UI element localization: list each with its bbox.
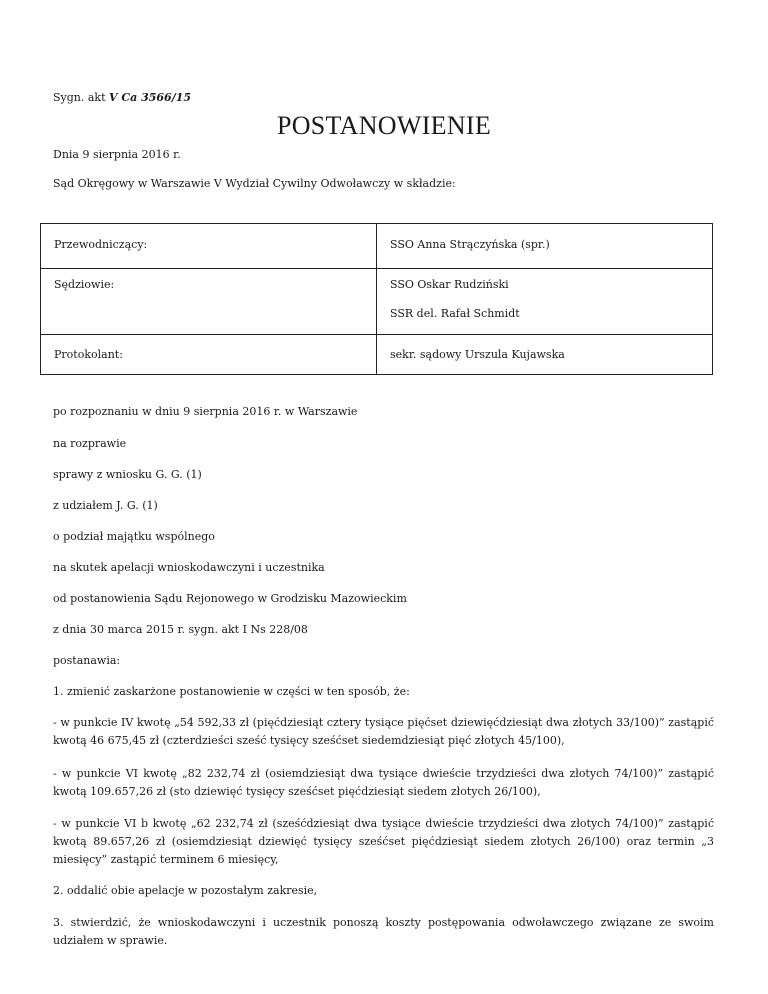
court-composition-intro: Sąd Okręgowy w Warszawie V Wydział Cywilny Odwoławczy w składzie:: [53, 177, 456, 190]
intro-line: od postanowienia Sądu Rejonowego w Grodzisku Mazowieckim: [53, 592, 407, 605]
chair-label: Przewodniczący:: [54, 238, 148, 251]
intro-line: na skutek apelacji wnioskodawczyni i uczestnika: [53, 561, 325, 574]
intro-line: na rozprawie: [53, 437, 127, 450]
table-row-divider: [40, 334, 713, 335]
judge-name: SSO Oskar Rudziński: [390, 278, 509, 291]
clerk-label: Protokolant:: [54, 348, 123, 361]
case-signature-prefix: Sygn. akt: [53, 91, 110, 104]
table-column-divider: [376, 223, 377, 375]
intro-line: o podział majątku wspólnego: [53, 530, 215, 543]
document-title: POSTANOWIENIE: [276, 111, 492, 140]
judge-name: SSR del. Rafał Schmidt: [390, 307, 520, 320]
intro-line: z dnia 30 marca 2015 r. sygn. akt I Ns 228/08: [53, 623, 308, 636]
case-signature-number: V Ca 3566/15: [109, 91, 192, 104]
ruling-subpoint: - w punkcie VI kwotę „82 232,74 zł (osiemdziesiąt dwa tysiące dwieście trzydzieści dwa złotych 74/100)” zastąpić kwotą 109.657,26 zł (sto dziewięć tysięcy sześćset pięćdziesiąt siedem złotych 26/100),: [53, 767, 714, 798]
ruling-subpoint: - w punkcie IV kwotę „54 592,33 zł (pięćdziesiąt cztery tysiące pięćset dziewięćdziesiąt dwa złotych 33/100)” zastąpić kwotą 46 675,45 zł (czterdzieści sześć tysięcy sześćset siedemdziesiąt pięć złotych 45/100),: [53, 716, 714, 747]
intro-line: sprawy z wniosku G. G. (1): [53, 468, 202, 481]
ruling-subpoint: - w punkcie VI b kwotę „62 232,74 zł (sześćdziesiąt dwa tysiące dwieście trzydzieści dwa złotych 74/100)” zastąpić kwotą 89.657,26 zł (osiemdziesiąt dziewięć tysięcy sześćset pięćdziesiąt siedem złotych 26/100) oraz termin „3 miesięcy” zastąpić terminem 6 miesięcy,: [53, 817, 714, 866]
ruling-date: Dnia 9 sierpnia 2016 r.: [53, 148, 181, 161]
intro-line: postanawia:: [53, 654, 121, 667]
chair-name: SSO Anna Strączyńska (spr.): [390, 238, 550, 251]
judges-label: Sędziowie:: [54, 278, 115, 291]
case-signature: [53, 90, 191, 106]
ruling-point-3: 3. stwierdzić, że wnioskodawczyni i uczestnik ponoszą koszty postępowania odwoławczego związane ze swoim udziałem w sprawie.: [53, 916, 714, 947]
table-row-divider: [40, 268, 713, 269]
intro-line: po rozpoznaniu w dniu 9 sierpnia 2016 r. w Warszawie: [53, 405, 358, 418]
ruling-point-2: 2. oddalić obie apelacje w pozostałym zakresie,: [53, 884, 318, 897]
clerk-name: sekr. sądowy Urszula Kujawska: [390, 348, 565, 361]
intro-line: z udziałem J. G. (1): [53, 499, 158, 512]
ruling-point-1: 1. zmienić zaskarżone postanowienie w części w ten sposób, że:: [53, 685, 410, 698]
